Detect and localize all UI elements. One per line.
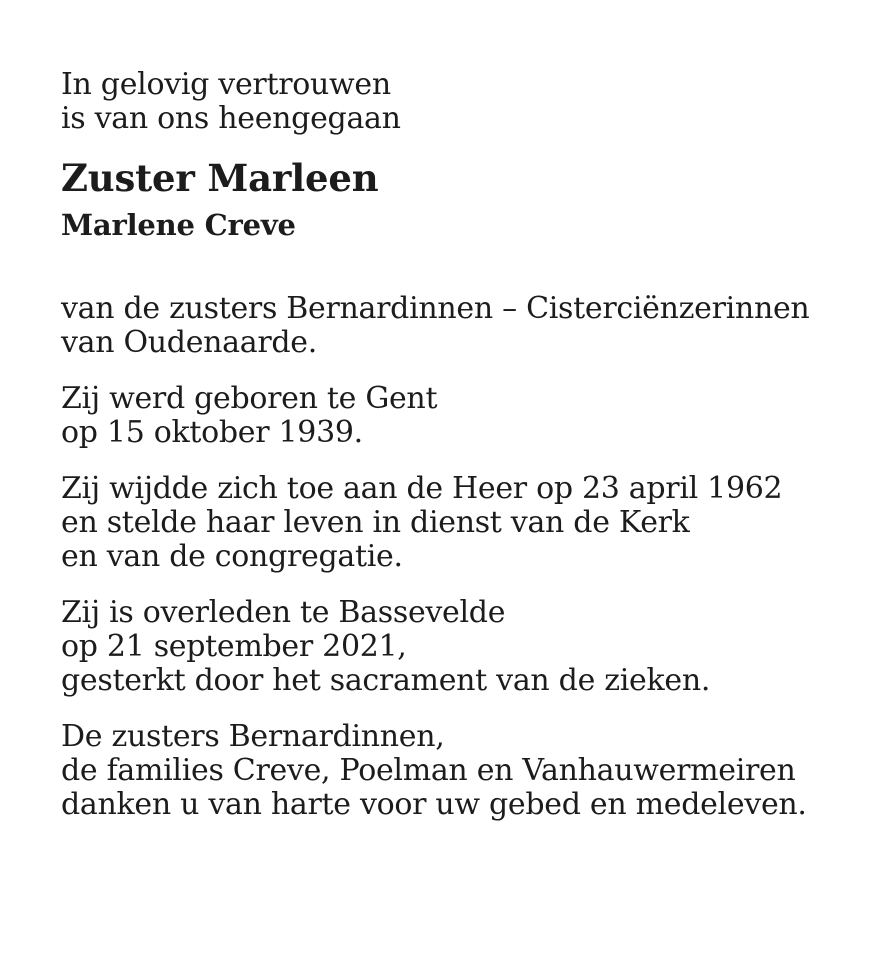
thanks-line-2: de families Creve, Poelman en Vanhauwermeiren — [61, 753, 796, 788]
birth-paragraph — [61, 382, 834, 450]
religious-name: Zuster Marleen — [61, 156, 379, 200]
congregation-line-2: van Oudenaarde. — [61, 325, 317, 360]
vows-line-1: Zij wijdde zich toe aan de Heer op 23 april 1962 — [61, 471, 783, 506]
thanks-line-3: danken u van harte voor uw gebed en medeleven. — [61, 787, 807, 822]
birth-line-1: Zij werd geboren te Gent — [61, 381, 438, 416]
vows-line-2: en stelde haar leven in dienst van de Kerk — [61, 505, 690, 540]
civil-name: Marlene Creve — [61, 208, 296, 242]
death-line-2: op 21 september 2021, — [61, 629, 407, 664]
congregation-paragraph — [61, 292, 834, 360]
birth-line-2: op 15 oktober 1939. — [61, 415, 363, 450]
death-paragraph — [61, 596, 834, 698]
death-line-1: Zij is overleden te Bassevelde — [61, 595, 506, 630]
death-line-3: gesterkt door het sacrament van de zieken. — [61, 663, 711, 698]
thanks-paragraph — [61, 720, 834, 822]
vows-line-3: en van de congregatie. — [61, 539, 403, 574]
name-block — [61, 156, 834, 244]
intro-paragraph — [61, 68, 834, 136]
intro-line-1: In gelovig vertrouwen — [61, 67, 391, 102]
intro-line-2: is van ons heengegaan — [61, 101, 401, 136]
vows-paragraph — [61, 472, 834, 574]
thanks-line-1: De zusters Bernardinnen, — [61, 719, 445, 754]
congregation-line-1: van de zusters Bernardinnen – Cisterciënzerinnen — [61, 291, 810, 326]
